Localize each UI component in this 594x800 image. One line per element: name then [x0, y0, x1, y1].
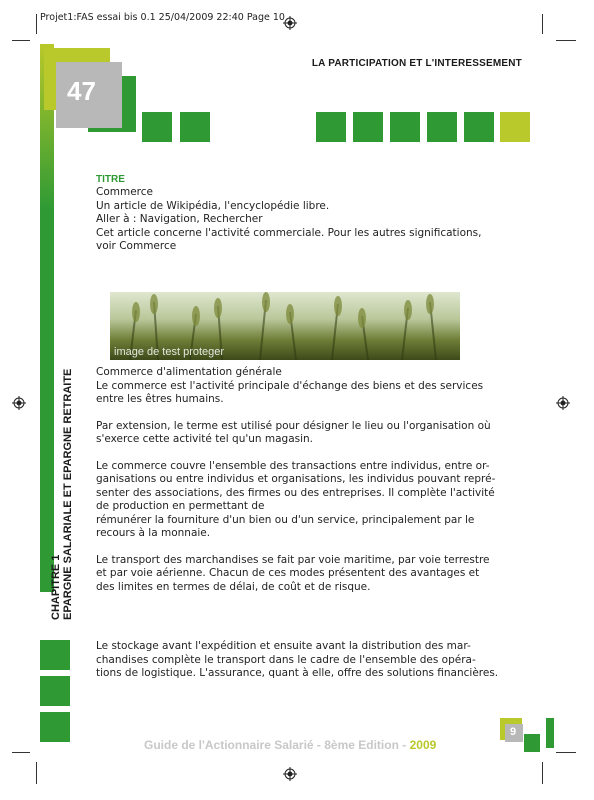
registration-mark-icon [556, 396, 570, 410]
registration-mark-icon [283, 16, 297, 30]
footer-text [144, 738, 436, 752]
image-caption: image de test proteger [114, 346, 225, 358]
chapter-number: CHAPITRE 1 [50, 554, 62, 620]
crop-mark [542, 762, 543, 784]
footer-block [546, 718, 554, 748]
paragraph-line: recours à la monnaie. [96, 527, 211, 539]
section-label: TITRE [96, 174, 125, 185]
crop-mark [556, 752, 576, 753]
paragraph-line: Le transport des marchandises se fait par voie maritime, par voie terrestre [96, 553, 490, 566]
paragraph [96, 640, 516, 681]
chapter-title: EPARGNE SALARIALE ET EPARGNE RETRAITE [62, 368, 74, 620]
decor-square [390, 112, 420, 142]
article-subtitle: Commerce d'alimentation générale [96, 366, 282, 378]
intro-line: Cet article concerne l'activité commerciale. Pour les autres significations, [96, 226, 482, 239]
chapter-vertical-title [50, 369, 74, 620]
wheat-banner-image [110, 292, 460, 360]
paragraph-line: s'exerce cette activité tel qu'un magasin. [96, 433, 314, 445]
decor-square [180, 112, 210, 142]
intro-line: Aller à : Navigation, Rechercher [96, 213, 263, 225]
paragraph [96, 554, 516, 595]
crop-mark [542, 14, 543, 34]
decor-square [316, 112, 346, 142]
page-number: 47 [67, 76, 96, 106]
paragraph-line: senter des associations, des firmes ou des entreprises. Il complète l'activité [96, 486, 495, 499]
registration-mark-icon [12, 396, 26, 410]
paragraph-line: et par voie aérienne. Chacun de ces modes présentent des avantages et [96, 567, 480, 579]
paragraph-line: chandises complète le transport dans le cadre de l'ensemble des opéra- [96, 653, 476, 666]
intro-line: Un article de Wikipédia, l'encyclopédie libre. [96, 199, 330, 212]
paragraph [96, 420, 516, 447]
decor-square [40, 676, 70, 706]
footer-guide-title: Guide de l'Actionnaire Salarié - 8ème Edition - [144, 738, 410, 752]
decor-square [40, 712, 70, 742]
decor-square [500, 112, 530, 142]
paragraph-line: Le commerce couvre l'ensemble des transactions entre individus, entre or- [96, 459, 490, 472]
paragraph-line: Le commerce est l'activité principale d'échange des biens et des services [96, 379, 484, 392]
crop-mark [12, 40, 30, 41]
paragraph-line: des limites en termes de délai, de coût et de risque. [96, 580, 371, 593]
crop-mark [12, 752, 30, 753]
crop-mark [36, 762, 37, 784]
article-body [96, 366, 516, 594]
paragraph-line: de production en permettant de [96, 500, 265, 512]
crop-mark [36, 14, 37, 34]
intro-line: Commerce [96, 186, 153, 198]
decor-square [142, 112, 172, 142]
paragraph-line: entre les êtres humains. [96, 393, 224, 405]
paragraph-line: ganisations ou entre individus et organisations, les individus pouvant repré- [96, 473, 496, 485]
registration-mark-icon [283, 767, 297, 781]
intro-line: voir Commerce [96, 240, 177, 252]
footer-year: 2009 [409, 738, 437, 752]
intro-text [96, 186, 516, 254]
decor-square [464, 112, 494, 142]
footer-folio: 9 [510, 726, 517, 738]
paragraph-line: rémunérer la fourniture d'un bien ou d'un service, principalement par le [96, 513, 475, 526]
header-title: LA PARTICIPATION ET L'INTERESSEMENT [311, 58, 522, 69]
footer-block [524, 734, 540, 752]
paragraph-line: Par extension, le terme est utilisé pour désigner le lieu ou l'organisation où [96, 419, 491, 432]
crop-mark [556, 40, 576, 41]
decor-square [40, 640, 70, 670]
paragraph [96, 380, 516, 407]
paragraph-line: tions de logistique. L'assurance, quant à elle, offre des solutions financières. [96, 667, 499, 679]
paragraph [96, 460, 516, 541]
print-slug: Projet1:FAS essai bis 0.1 25/04/2009 22:40 Page 10 [40, 12, 285, 23]
paragraph-line: Le stockage avant l'expédition et ensuite avant la distribution des mar- [96, 640, 471, 652]
decor-square [353, 112, 383, 142]
decor-square [427, 112, 457, 142]
